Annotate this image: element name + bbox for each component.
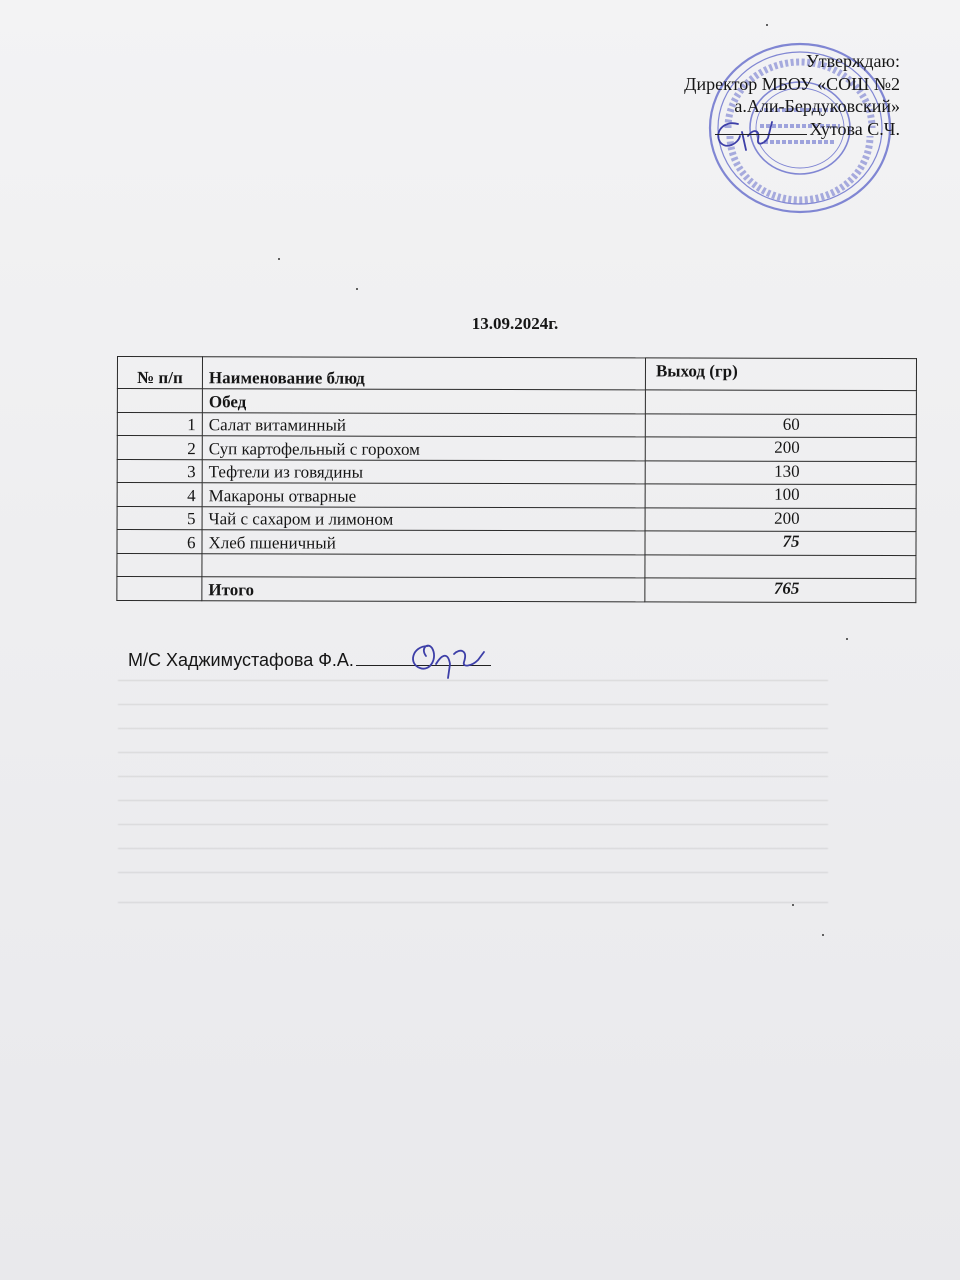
row-num: 5 <box>117 506 202 530</box>
empty-row <box>117 553 916 579</box>
approval-signer <box>684 118 900 141</box>
table-row <box>117 412 916 438</box>
header-name: Наименование блюд <box>202 357 645 390</box>
row-num: 3 <box>117 459 202 483</box>
section-label: Обед <box>202 389 645 414</box>
approval-signer-name: Хутова С.Ч. <box>809 118 900 139</box>
paper-speck <box>356 288 358 290</box>
row-name: Макароны отварные <box>202 483 645 508</box>
row-num: 1 <box>117 412 202 436</box>
approval-title: Утверждаю: <box>805 51 900 71</box>
row-yield: 200 <box>645 507 916 531</box>
signature-line <box>715 134 807 135</box>
table-row <box>117 506 916 532</box>
section-row <box>117 389 916 415</box>
paper-speck <box>792 904 794 906</box>
document-date: 13.09.2024г. <box>471 314 559 333</box>
show-through-background <box>118 640 828 970</box>
approval-school: а.Али-Бердуковский» <box>734 96 900 116</box>
header-num: № п/п <box>117 357 202 389</box>
nurse-name: М/С Хаджимустафова Ф.А. <box>128 650 354 670</box>
table-row <box>117 459 916 485</box>
total-row <box>117 577 916 603</box>
row-yield: 60 <box>645 413 916 437</box>
header-yield: Выход (гр) <box>645 358 916 391</box>
nurse-signature <box>398 634 498 686</box>
table-row <box>117 436 916 462</box>
table-header-row <box>117 357 916 391</box>
table-row <box>117 530 916 556</box>
row-num: 2 <box>117 436 202 460</box>
row-name: Салат витаминный <box>202 412 645 437</box>
row-num: 4 <box>117 483 202 507</box>
approval-block <box>684 50 900 140</box>
approval-position: Директор МБОУ «СОШ №2 <box>684 73 900 94</box>
row-name: Хлеб пшеничный <box>202 530 645 555</box>
total-label: Итого <box>202 577 645 602</box>
row-name: Суп картофельный с горохом <box>202 436 645 461</box>
paper-speck <box>846 638 848 640</box>
row-num: 6 <box>117 530 202 554</box>
paper-speck <box>766 24 768 26</box>
row-yield: 75 <box>645 531 916 555</box>
row-yield: 130 <box>645 460 916 484</box>
paper-speck <box>278 258 280 260</box>
total-value: 765 <box>645 578 916 602</box>
row-yield: 200 <box>645 437 916 461</box>
menu-table <box>116 356 917 603</box>
table-row <box>117 483 916 509</box>
paper-speck <box>822 934 824 936</box>
row-yield: 100 <box>645 484 916 508</box>
row-name: Тефтели из говядины <box>202 459 645 484</box>
row-name: Чай с сахаром и лимоном <box>202 506 645 531</box>
